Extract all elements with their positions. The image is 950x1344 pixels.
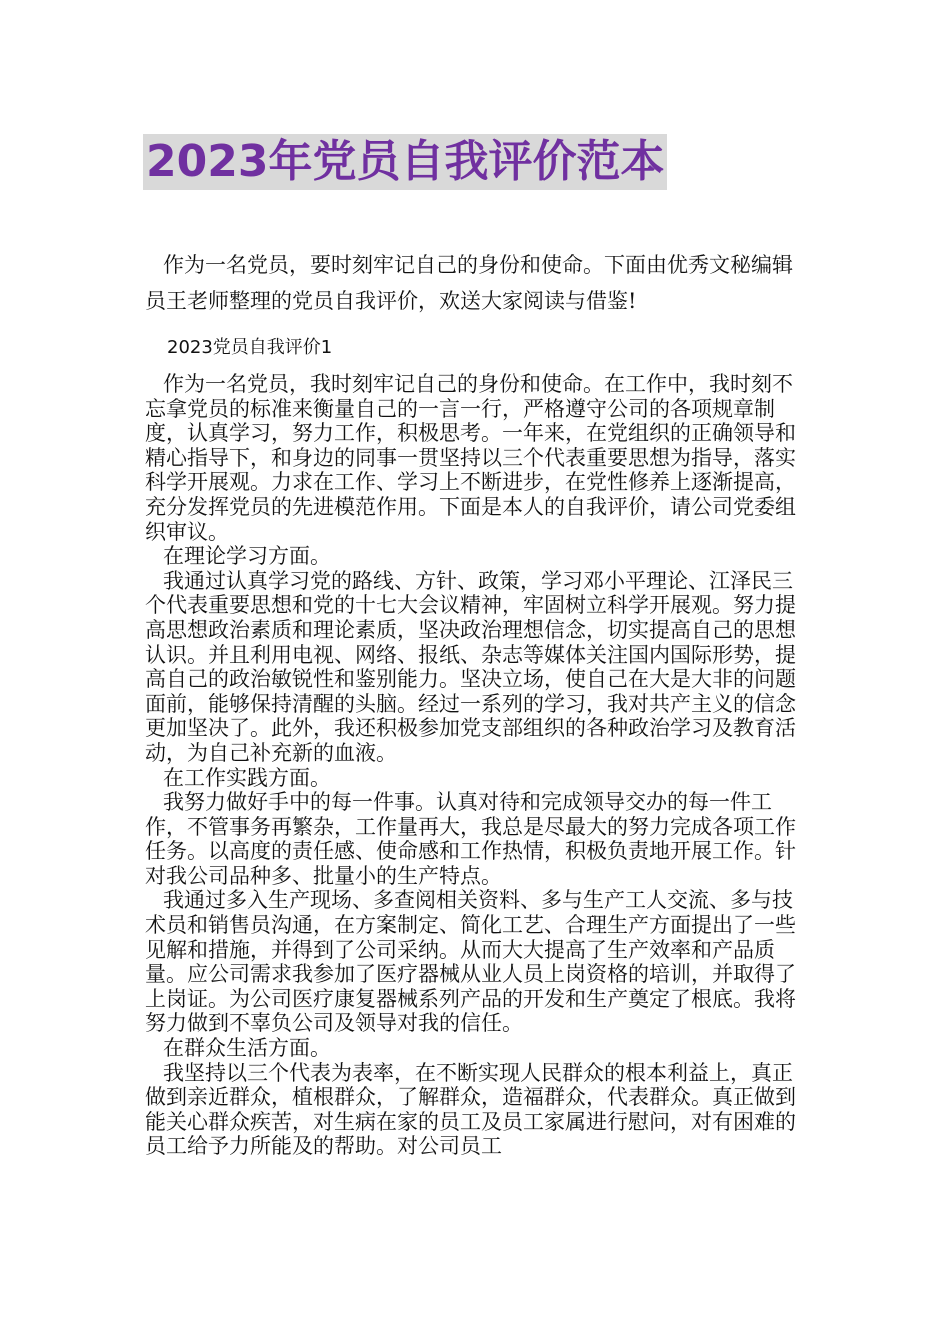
body-paragraph: 我通过多入生产现场、多查阅相关资料、多与生产工人交流、多与技术员和销售员沟通，在方案制定、简化工艺、合理生产方面提出了一些见解和措施，并得到了公司采纳。从而大大提高了生产效率和产品质量。应公司需求我参加了医疗器械从业人员上岗资格的培训，并取得了上岗证。为公司医疗康复器械系列产品的开发和生产奠定了根底。我将努力做到不辜负公司及领导对我的信任。 xyxy=(145,888,796,1036)
body-paragraph: 我努力做好手中的每一件事。认真对待和完成领导交办的每一件工作，不管事务再繁杂，工作量再大，我总是尽最大的努力完成各项工作任务。以高度的责任感、使命感和工作热情，积极负责地开展工作。针对我公司品种多、批量小的生产特点。 xyxy=(145,790,796,888)
body-paragraph: 作为一名党员，我时刻牢记自己的身份和使命。在工作中，我时刻不忘拿党员的标准来衡量自己的一言一行，严格遵守公司的各项规章制度，认真学习，努力工作，积极思考。一年来，在党组织的正确领导和精心指导下，和身边的同事一贯坚持以三个代表重要思想为指导，落实科学开展观。力求在工作、学习上不断进步，在党性修养上逐渐提高，充分发挥党员的先进模范作用。下面是本人的自我评价，请公司党委组织审议。 xyxy=(145,372,796,544)
intro-paragraph: 作为一名党员，要时刻牢记自己的身份和使命。下面由优秀文秘编辑员王老师整理的党员自我评价，欢送大家阅读与借鉴! xyxy=(145,253,793,313)
page-title: 2023年党员自我评价范本 xyxy=(146,136,665,187)
body-paragraph: 我坚持以三个代表为表率，在不断实现人民群众的根本利益上，真正做到亲近群众，植根群众，了解群众，造福群众，代表群众。真正做到能关心群众疾苦，对生病在家的员工及员工家属进行慰问，对有困难的员工给予力所能及的帮助。对公司员工 xyxy=(145,1060,796,1159)
body-paragraph: 我通过认真学习党的路线、方针、政策，学习邓小平理论、江泽民三个代表重要思想和党的十七大会议精神，牢固树立科学开展观。努力提高思想政治素质和理论素质，坚决政治理想信念，切实提高自己的思想认识。并且利用电视、网络、报纸、杂志等媒体关注国内国际形势，提高自己的政治敏锐性和鉴别能力。坚决立场，使自己在大是大非的问题面前，能够保持清醒的头脑。经过一系列的学习，我对共产主义的信念更加坚决了。此外，我还积极参加党支部组织的各种政治学习及教育活动，为自己补充新的血液。 xyxy=(145,568,796,765)
body-content xyxy=(145,372,810,1159)
subheading-mass-life: 在群众生活方面。 xyxy=(163,1036,331,1061)
subheading-theory-study: 在理论学习方面。 xyxy=(163,544,331,569)
title-highlight xyxy=(143,134,667,190)
section-heading: 2023党员自我评价1 xyxy=(167,337,333,358)
subheading-work-practice: 在工作实践方面。 xyxy=(163,765,331,790)
